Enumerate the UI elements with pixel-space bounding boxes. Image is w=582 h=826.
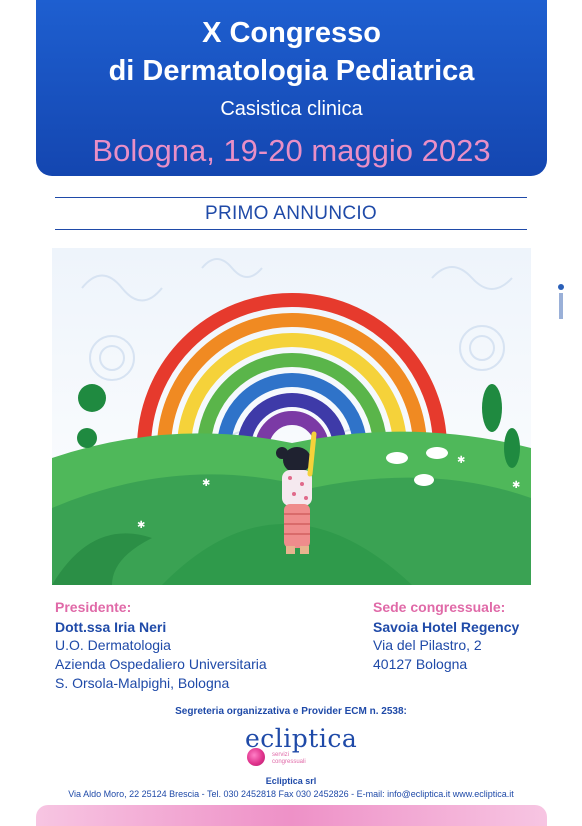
divider-bottom (55, 229, 527, 230)
venue-block (373, 598, 519, 674)
svg-text:✱: ✱ (137, 520, 146, 531)
congress-date-place: Bologna, 19-20 maggio 2023 (92, 133, 491, 168)
ecliptica-logo-sub1: servizi (272, 752, 290, 758)
side-sponsor-mark (556, 282, 566, 322)
venue-name: Savoia Hotel Regency (373, 619, 520, 635)
ecliptica-logo-sub2: congressuali (272, 759, 306, 765)
president-dept: U.O. Dermatologia (55, 637, 171, 653)
president-site: S. Orsola-Malpighi, Bologna (55, 675, 230, 691)
congress-title-line2: di Dermatologia Pediatrica (108, 55, 475, 87)
footer-bar (36, 805, 547, 826)
ecliptica-logo (245, 724, 358, 768)
rainbow-child-illustration (52, 248, 531, 585)
ecliptica-logo-word: ecliptica (245, 724, 358, 753)
header-banner (36, 0, 547, 176)
president-label: Presidente: (55, 599, 132, 615)
svg-text:✱: ✱ (457, 455, 466, 466)
organizer-heading: Segreteria organizzativa e Provider ECM n. 2538: (175, 706, 407, 717)
president-hospital: Azienda Ospedaliero Universitaria (55, 656, 267, 672)
company-address: Via Aldo Moro, 22 25124 Brescia - Tel. 030 2452818 Fax 030 2452826 - E-mail: info@ecliptica.it www.ecliptica.it (68, 789, 514, 799)
venue-street: Via del Pilastro, 2 (373, 637, 482, 653)
company-name: Ecliptica srl (265, 776, 317, 786)
congress-subtitle: Casistica clinica (220, 98, 363, 120)
svg-text:✱: ✱ (512, 480, 521, 491)
venue-label: Sede congressuale: (373, 599, 506, 615)
announcement-title: PRIMO ANNUNCIO (204, 203, 378, 224)
president-name: Dott.ssa Iria Neri (55, 619, 167, 635)
president-block (55, 598, 267, 693)
venue-city: 40127 Bologna (373, 656, 468, 672)
divider-top (55, 197, 527, 198)
svg-text:✱: ✱ (202, 478, 211, 489)
congress-title-line1: X Congresso (202, 17, 381, 49)
